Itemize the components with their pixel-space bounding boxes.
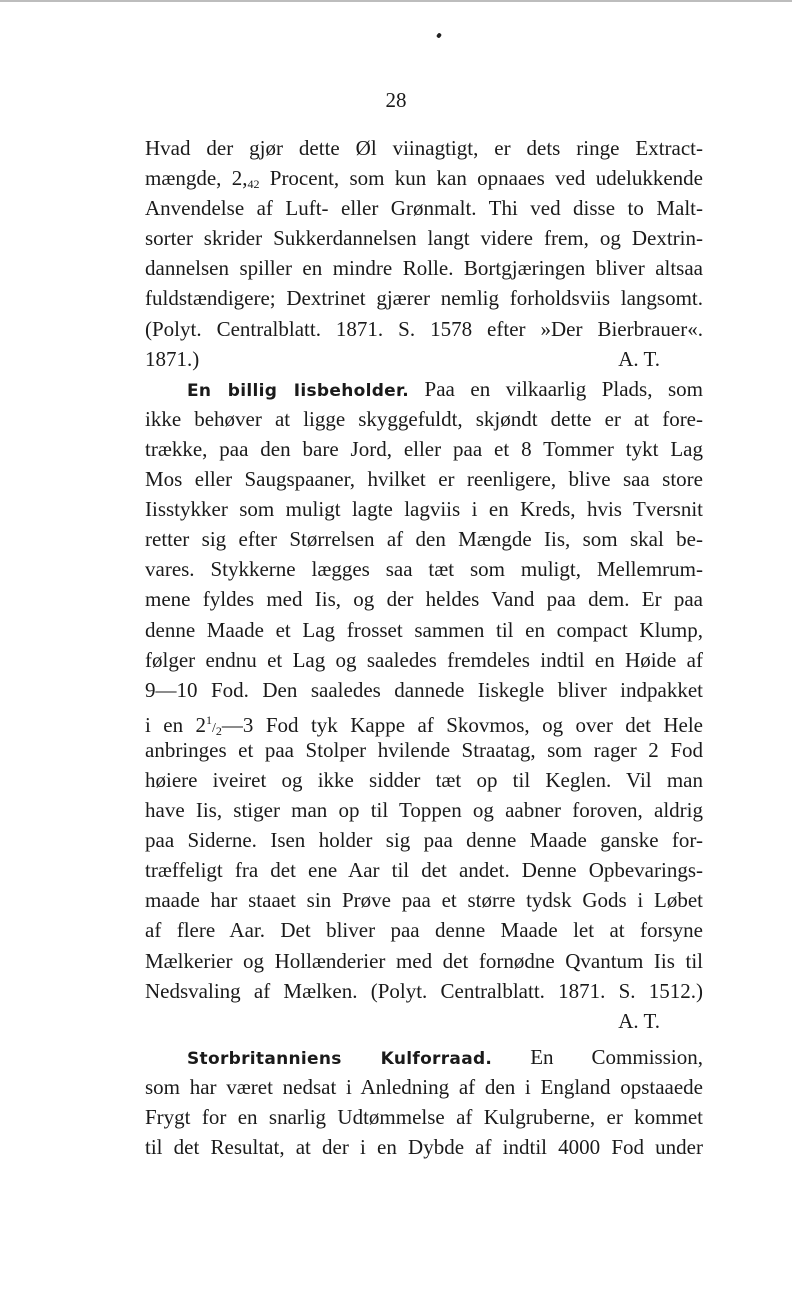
text-line: af flere Aar. Det bliver paa denne Maade let at forsyne: [145, 918, 703, 943]
fraction-numerator: 1: [206, 712, 213, 727]
text-line: vares. Stykkerne lægges saa tæt som muligt, Mellemrum-: [145, 557, 703, 582]
text-line: Mælkerier og Hollænderier med det fornødne Qvantum Iis til: [145, 948, 703, 973]
text-line: anbringes et paa Stolper hvilende Straatag, som rager 2 Fod: [145, 737, 703, 762]
text-line: Mos eller Saugspaaner, hvilket er reenligere, blive saa store: [145, 467, 703, 492]
page-number: 28: [385, 88, 407, 112]
decimal-digits: 42: [247, 177, 260, 192]
text-line: [145, 705, 704, 738]
text-line: som har været nedsat i Anledning af den i England opstaaede: [145, 1074, 703, 1099]
fraction-denominator: 2: [215, 723, 222, 738]
text-fragment: Paa en vilkaarlig Plads, som: [409, 376, 703, 401]
text-line: paa Siderne. Isen holder sig paa denne Maade ganske for-: [145, 828, 703, 853]
ink-speck: [436, 32, 442, 38]
text-line: dannelsen spiller en mindre Rolle. Bortgjæringen bliver altsaa: [145, 256, 703, 281]
article-heading: En billig Iisbeholder.: [187, 380, 410, 401]
text-line: høiere iveiret og ikke sidder tæt op til Keglen. Vil man: [145, 767, 703, 792]
text-line: have Iis, stiger man op til Toppen og aabner foroven, aldrig: [145, 798, 703, 823]
text-line: maade har staaet sin Prøve paa et større tydsk Gods i Løbet: [145, 888, 703, 913]
text-line: Nedsvaling af Mælken. (Polyt. Centralblatt. 1871. S. 1512.): [145, 978, 703, 1003]
text-line: 9—10 Fod. Den saaledes dannede Iiskegle bliver indpakket: [145, 677, 703, 702]
text-line: mene fyldes med Iis, og der heldes Vand paa dem. Er paa: [145, 587, 703, 612]
text-fragment: Procent, som kun kan opnaaes ved udelukkende: [259, 166, 703, 191]
text-line: Anvendelse af Luft- eller Grønmalt. Thi ved disse to Malt-: [145, 196, 703, 221]
text-fragment: 1871.): [145, 346, 200, 371]
text-line: [145, 1042, 703, 1072]
text-line: Iisstykker som muligt lagte lagviis i en Kreds, hvis Tversnit: [145, 497, 703, 522]
text-fragment: mængde, 2,: [145, 166, 248, 191]
text-line: til det Resultat, at der i en Dybde af indtil 4000 Fod under: [145, 1135, 703, 1160]
author-signature: A. T.: [618, 1008, 660, 1033]
body-text: [145, 133, 703, 1162]
text-line: [145, 163, 703, 193]
text-line: fuldstændigere; Dextrinet gjærer nemlig forholdsviis langsomt.: [145, 286, 703, 311]
text-line: ikke behøver at ligge skyggefuldt, skjøndt dette er at fore-: [145, 406, 703, 431]
text-line: Hvad der gjør dette Øl viinagtigt, er dets ringe Extract-: [145, 136, 703, 160]
author-signature: A. T.: [618, 346, 660, 371]
text-fragment: —3 Fod tyk Kappe af Skovmos, og over det Hele: [221, 712, 704, 737]
scan-edge: [0, 0, 792, 2]
text-line: denne Maade et Lag frosset sammen til en compact Klump,: [145, 617, 703, 642]
text-fragment: i en 2: [145, 712, 207, 737]
text-line: sorter skrider Sukkerdannelsen langt videre frem, og Dextrin-: [145, 226, 703, 251]
text-line: følger endnu et Lag og saaledes fremdeles indtil en Høide af: [145, 647, 703, 672]
text-line: (Polyt. Centralblatt. 1871. S. 1578 efter »Der Bierbrauer«.: [145, 316, 703, 341]
text-fragment: En Commission,: [492, 1044, 703, 1069]
text-line: trække, paa den bare Jord, eller paa et 8 Tommer tykt Lag: [145, 436, 703, 461]
text-line: [145, 344, 703, 374]
text-line: [145, 374, 703, 404]
text-line: træffeligt fra det ene Aar til det andet. Denne Opbevarings-: [145, 858, 703, 883]
article-heading: Storbritanniens Kulforraad.: [187, 1048, 493, 1069]
text-line: retter sig efter Størrelsen af den Mængde Iis, som skal be-: [145, 527, 703, 552]
text-line: Frygt for en snarlig Udtømmelse af Kulgruberne, er kommet: [145, 1105, 703, 1129]
fraction-slash: /: [212, 720, 216, 736]
